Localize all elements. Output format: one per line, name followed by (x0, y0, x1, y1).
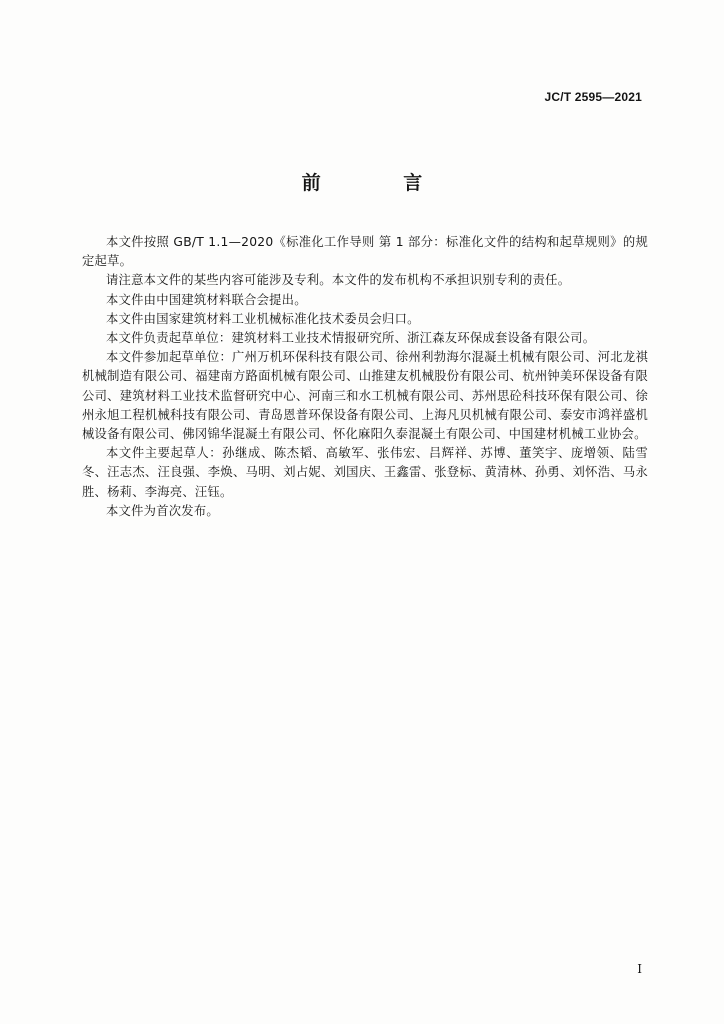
paragraph-first-release: 本文件为首次发布。 (106, 503, 219, 518)
page-title: 前 言 (301, 172, 461, 194)
page-number: I (637, 962, 642, 976)
paragraph-proposer: 本文件由中国建筑材料联合会提出。 (106, 292, 307, 307)
paragraph-drafting-rules: 本文件按照 GB/T 1.1—2020《标准化工作导则 第 1 部分：标准化文件的结构和起草规则》的规定起草。 (82, 235, 648, 269)
paragraph-lead-drafters: 本文件负责起草单位：建筑材料工业技术情报研究所、浙江森友环保成套设备有限公司。 (106, 331, 596, 346)
paragraph-committee: 本文件由国家建筑材料工业机械标准化技术委员会归口。 (106, 311, 420, 326)
paragraph-main-drafters: 本文件主要起草人：孙继成、陈杰韬、高敏军、张伟宏、吕辉祥、苏博、董笑宇、庞增领、陆雪冬、汪志杰、汪良强、李焕、马明、刘占妮、刘国庆、王鑫雷、张登标、黄清林、孙勇、刘怀浩、马永胜、杨莉、李海亮、汪钰。 (82, 446, 648, 499)
paragraph-patent-notice: 请注意本文件的某些内容可能涉及专利。本文件的发布机构不承担识别专利的责任。 (106, 273, 571, 288)
standard-number: JC/T 2595—2021 (544, 90, 642, 104)
foreword-body (82, 233, 648, 521)
paragraph-participating-units: 本文件参加起草单位：广州万机环保科技有限公司、徐州利勃海尔混凝土机械有限公司、河北龙祺机械制造有限公司、福建南方路面机械有限公司、山推建友机械股份有限公司、杭州钟美环保设备有限公司、建筑材料工业技术监督研究中心、河南三和水工机械有限公司、苏州思砼科技环保有限公司、徐州永旭工程机械科技有限公司、青岛恩普环保设备有限公司、上海凡贝机械有限公司、泰安市鸿祥盛机械设备有限公司、佛冈锦华混凝土有限公司、怀化麻阳久泰混凝土有限公司、中国建材机械工业协会。 (82, 350, 648, 442)
